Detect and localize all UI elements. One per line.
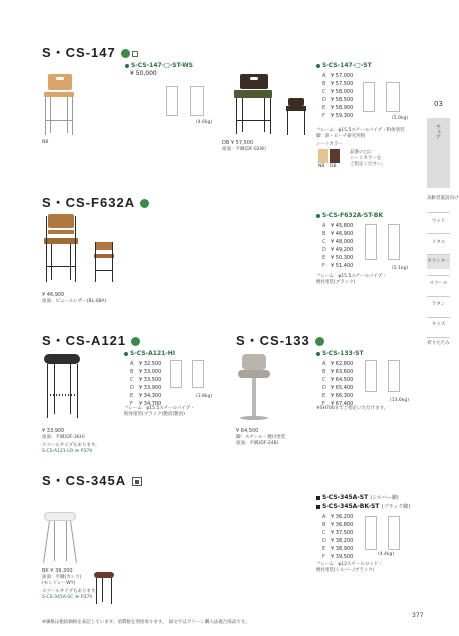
product-image-s345a bbox=[40, 508, 80, 564]
page-number: 377 bbox=[412, 612, 424, 619]
index-tab-counter[interactable]: カウンター bbox=[427, 259, 450, 264]
dimension-drawing-s345a-side bbox=[388, 516, 400, 550]
label-nb: NB bbox=[42, 140, 49, 145]
dimension-drawing-a121-front bbox=[170, 360, 182, 388]
section-title-f632a bbox=[42, 192, 149, 211]
swatch-db bbox=[330, 149, 340, 163]
black-square-icon bbox=[316, 505, 320, 509]
model-f632a: S-CS-F632A-ST-BK bbox=[316, 212, 383, 219]
c133-price-below: ¥ 64,500 bbox=[236, 428, 259, 434]
index-tab-folding[interactable]: 折りたたみ bbox=[427, 341, 450, 346]
spec-s345a: フレーム：φ12スチールロッド・ 焼付塗装(シルバー/ブラック) bbox=[316, 562, 383, 574]
green-dot-icon bbox=[124, 352, 128, 356]
model-s345a-black: S-CS-345A-BK-ST (ブラック脚) bbox=[316, 503, 410, 510]
weight-c133: (13.6kg) bbox=[390, 398, 409, 403]
price-table-s147: A ¥ 57,000 B ¥ 57,500 C ¥ 58,000 D ¥ 58,500 E ¥ 58,900 F ¥ 59,300 bbox=[322, 73, 354, 119]
title-text: S・CS-F632A bbox=[42, 195, 136, 210]
color-note: 品番の□に シートカラーを ご指定ください。 bbox=[350, 150, 386, 168]
product-image-nb-chair bbox=[40, 72, 78, 136]
s345a-stool-link[interactable]: S-CS-345A-SC ≫ P379 bbox=[42, 595, 93, 600]
title-text: S・CS-A121 bbox=[42, 333, 127, 348]
model-c133: S-CS-133-ST bbox=[316, 350, 364, 357]
title-text: S・CS-133 bbox=[236, 333, 310, 348]
model-a121: S-CS-A121-HI bbox=[124, 350, 175, 357]
section-title-s345a bbox=[42, 470, 142, 489]
price-table-f632a: A ¥ 45,800 B ¥ 46,900 C ¥ 48,000 D ¥ 49,200 E ¥ 50,300 F ¥ 51,400 bbox=[322, 223, 354, 269]
index-tab-kids[interactable]: キッズ bbox=[431, 322, 446, 327]
green-dot-icon bbox=[316, 64, 320, 68]
section-title-c133 bbox=[236, 330, 324, 349]
s345a-spec-below: 座面：平織(カシワ) (モンドレーWY) bbox=[42, 575, 82, 587]
dimension-drawing-front-2 bbox=[363, 82, 375, 112]
weight-s147-ws: (4.6kg) bbox=[196, 120, 213, 125]
weight-s345a: (4.4kg) bbox=[378, 552, 395, 557]
dimension-drawing-s345a-front bbox=[365, 516, 377, 550]
title-text: S・CS-147 bbox=[42, 45, 116, 60]
weight-a121: (3.8kg) bbox=[196, 394, 213, 399]
db-price: DB ¥ 57,500 bbox=[222, 140, 254, 146]
product-image-db-chair bbox=[228, 72, 278, 136]
c133-spec-below: 脚：スチール・焼付塗装 座面：平織(DF-24B) bbox=[236, 435, 286, 447]
page-code: 03 bbox=[434, 100, 443, 108]
spec-s147: フレーム：φ15.5スチールパイプ・粉体塗装 脚：鉄・ピーチ研究所粉 bbox=[316, 128, 405, 140]
weight-s147-st: (5.0kg) bbox=[392, 116, 409, 121]
a121-stool-note: スツールタイプもあります。 bbox=[42, 443, 100, 448]
new-mark-icon bbox=[132, 477, 142, 486]
weight-f632a: (5.1kg) bbox=[392, 266, 409, 271]
db-spec: 座面：平織(DF-02W) bbox=[222, 147, 266, 152]
price-s147-ws: ¥ 50,000 bbox=[130, 70, 157, 77]
swatch-label-nb: NB bbox=[318, 164, 325, 169]
footer-note: ※価格は税抜価格を表記しています。消費税を別途承ります。 緑文字はグリーン購入法適合商品です。 bbox=[42, 620, 250, 625]
section-title-a121 bbox=[42, 330, 140, 349]
eco-mark-icon bbox=[131, 337, 140, 346]
index-tab-rattan[interactable]: ラタン bbox=[431, 302, 446, 307]
dimension-drawing-side bbox=[190, 86, 204, 116]
eco-mark-icon bbox=[121, 49, 130, 58]
f632a-spec-below: 座面：ビニールレザー(BL-08A) bbox=[42, 299, 107, 304]
index-tab-wood[interactable]: ウッド bbox=[431, 219, 446, 224]
dimension-drawing-c133-side bbox=[388, 360, 400, 392]
product-image-a121 bbox=[42, 352, 82, 418]
green-dot-icon bbox=[316, 352, 320, 356]
a121-price-below: ¥ 33,900 bbox=[42, 428, 65, 434]
eco-mark-icon bbox=[140, 199, 149, 208]
product-image-f632a-low bbox=[92, 240, 116, 282]
dimension-drawing-a121-side bbox=[192, 360, 204, 388]
section-title-s147 bbox=[42, 42, 138, 61]
dimension-drawing-front bbox=[166, 86, 178, 116]
feature-icon bbox=[132, 51, 138, 57]
product-image-f632a-high bbox=[40, 212, 82, 282]
dimension-drawing-f632a-front bbox=[365, 224, 377, 260]
model-s345a-silver: S-CS-345A-ST (シルバー脚) bbox=[316, 494, 399, 501]
green-dot-icon bbox=[125, 64, 129, 68]
spec-f632a: フレーム：φ15.5スチールパイプ・ 焼付塗装(ブラック) bbox=[316, 274, 387, 286]
product-image-c133 bbox=[234, 352, 274, 426]
model-s147-ws: S-CS-147-□-ST-WS bbox=[125, 62, 193, 69]
s345a-price-below: BK ¥ 39,300 bbox=[42, 568, 73, 574]
swatch-label-db: DB bbox=[330, 164, 337, 169]
seat-color-label: シートカラー bbox=[316, 142, 343, 147]
dimension-drawing-f632a-side bbox=[388, 224, 400, 260]
index-tab-metal[interactable]: メタル bbox=[431, 240, 446, 245]
c133-note: ※SH700までご指定いただけます。 bbox=[316, 406, 389, 411]
model-s147-st: S-CS-147-□-ST bbox=[316, 62, 372, 69]
a121-stool-link[interactable]: S-CS-A121-LO ≫ P379 bbox=[42, 449, 93, 454]
black-square-icon bbox=[316, 496, 320, 500]
a121-spec-below: 座面：平織(DF-36H) bbox=[42, 435, 85, 440]
product-image-db-small-chair bbox=[284, 96, 308, 136]
section-tab-label: チェア bbox=[435, 124, 441, 139]
index-tab-stool[interactable]: スツール bbox=[429, 281, 448, 286]
spec-a121: フレーム：φ15.5スチールパイプ・ 粉体塗装(ブラック)艶消(艶消) bbox=[124, 406, 195, 418]
green-dot-icon bbox=[316, 214, 320, 218]
f632a-price-below: ¥ 46,900 bbox=[42, 292, 65, 298]
swatch-nb bbox=[318, 149, 328, 163]
section-tab-chair[interactable] bbox=[427, 118, 450, 188]
index-tab-elderly[interactable]: 高齢者施設向け bbox=[427, 196, 459, 201]
price-table-c133: A ¥ 62,800 B ¥ 63,600 C ¥ 64,500 D ¥ 65,400 E ¥ 66,300 F ¥ 67,400 bbox=[322, 361, 354, 407]
dimension-drawing-side-2 bbox=[386, 82, 400, 112]
price-table-a121: A ¥ 32,500 B ¥ 33,000 C ¥ 33,500 D ¥ 33,900 E ¥ 34,300 F ¥ 34,700 bbox=[130, 361, 162, 407]
title-text: S・CS-345A bbox=[42, 473, 127, 488]
dimension-drawing-c133-front bbox=[365, 360, 377, 392]
s345a-stool-note: スツールタイプもあります。 bbox=[42, 589, 100, 594]
eco-mark-icon bbox=[315, 337, 324, 346]
product-image-s345a-bk bbox=[92, 570, 116, 604]
price-table-s345a: A ¥ 36,200 B ¥ 36,800 C ¥ 37,500 D ¥ 38,200 E ¥ 38,900 F ¥ 39,500 bbox=[322, 514, 354, 560]
